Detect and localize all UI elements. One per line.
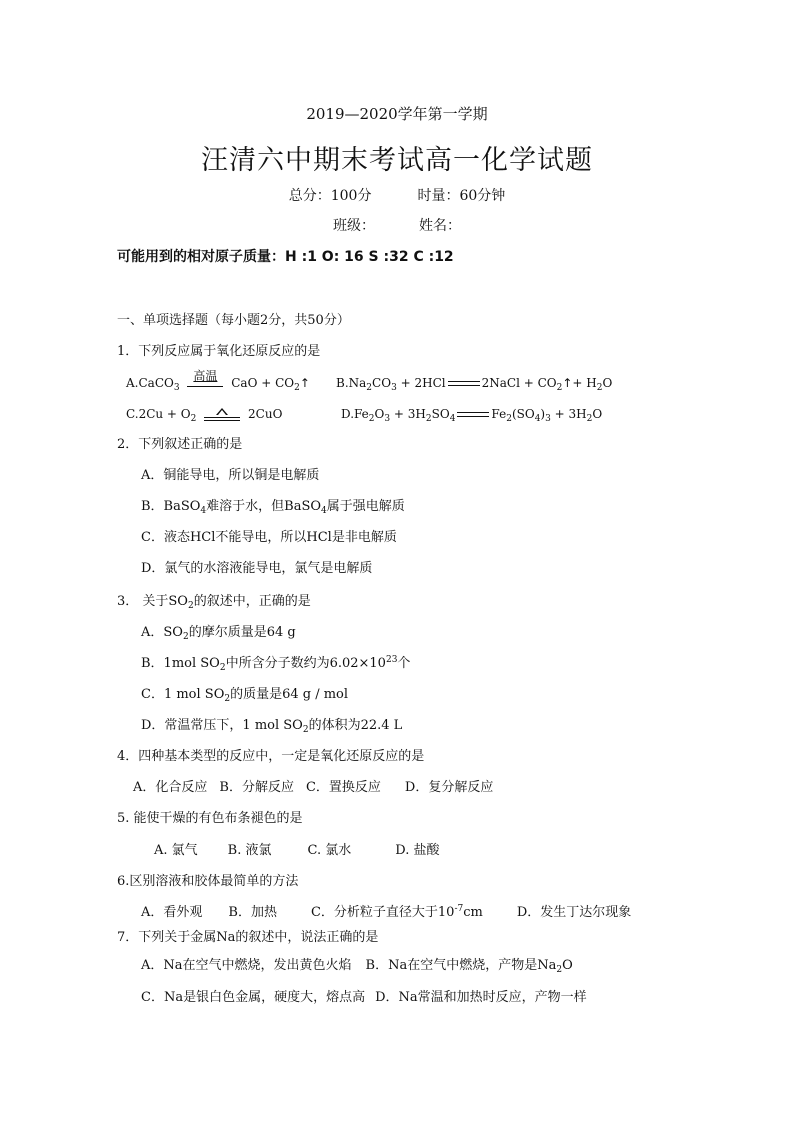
q6-option-a: A．看外观 — [141, 905, 203, 920]
q5-option-c: C. 氯水 — [307, 843, 352, 858]
q7-options-ab — [141, 956, 573, 976]
q3-option-a: A．$SO_2$的摩尔质量是64 g — [141, 625, 296, 642]
exam-info-row — [0, 186, 794, 206]
exam-year-line: 2019—2020学年第一学期 — [306, 105, 488, 123]
q5-option-a: A. 氯气 — [154, 843, 198, 858]
q6-stem: 6.区别溶液和胶体最简单的方法 — [117, 874, 299, 889]
q4-option-a: A．化合反应 — [133, 780, 208, 795]
heat-arrow-icon — [204, 407, 240, 423]
name-label: 姓名： — [419, 218, 461, 234]
q2-option-b: B．BaSO$_4$难溶于水，但BaSO$_4$属于强电解质 — [141, 499, 405, 516]
q7-option-d: D．Na常温和加热时反应，产物一样 — [375, 990, 587, 1005]
q1-option-c: $C.2Cu + O_2$ 2CuO — [126, 407, 283, 424]
section-heading: 一、单项选择题（每小题2分，共50分） — [117, 313, 350, 328]
q2-option-d: D．氯气的水溶液能导电，氯气是电解质 — [141, 561, 373, 576]
q7-option-c: C．Na是银白色金属，硬度大，熔点高 — [141, 990, 366, 1005]
q7-stem: 7．下列关于金属Na的叙述中，说法正确的是 — [117, 930, 379, 945]
q2-option-a: A．铜能导电，所以铜是电解质 — [141, 468, 320, 483]
q4-option-b: B．分解反应 — [219, 780, 294, 795]
q5-options — [154, 841, 439, 861]
q1-option-d: $D.Fe_2O_3 + 3H_2SO_4$ $Fe_2(SO_4)_3 + 3H_2O$ — [341, 407, 603, 424]
equals-sign-icon — [457, 409, 489, 421]
q3-option-d: D．常温常压下，1 mol $SO_2$的体积为22.4 L — [141, 718, 403, 735]
q6-options — [141, 903, 631, 923]
q7-option-b: B．Na在空气中燃烧，产物是$Na_2O$ — [365, 958, 573, 975]
q1-stem: 1．下列反应属于氧化还原反应的是 — [117, 344, 321, 359]
q7-option-a: A．Na在空气中燃烧，发出黄色火焰 — [141, 958, 352, 973]
q6-option-c: C．分析粒子直径大于$10^{-7}cm$ — [310, 904, 483, 920]
q3-stem: 3． 关于$SO_2$的叙述中，正确的是 — [117, 594, 311, 611]
q6-option-d: D．发生丁达尔现象 — [516, 905, 632, 920]
q1-option-b: $B.Na_2CO_3 + 2HCl$ 2NaCl + $CO_2↑+ H_2O$ — [336, 376, 613, 393]
q4-option-c: C．置换反应 — [305, 780, 381, 795]
q7-options-cd — [141, 988, 587, 1008]
q5-option-d: D. 盐酸 — [395, 843, 440, 858]
atomic-masses: 可能用到的相对原子质量：H :1 O: 16 S :32 C :12 — [117, 249, 454, 265]
q4-options — [133, 778, 493, 798]
q5-stem: 5. 能使干燥的有色布条褪色的是 — [117, 811, 303, 826]
q3-option-c: C．1 mol $SO_2$的质量是64 g / mol — [141, 687, 349, 704]
q6-option-b: B．加热 — [228, 905, 277, 920]
q2-option-c: C．液态HCl不能导电，所以HCl是非电解质 — [141, 530, 397, 545]
q1-option-a: A.CaCO$_3$ 高温 CaO + $CO_2↑$ — [126, 368, 310, 393]
class-label: 班级： — [333, 218, 375, 234]
exam-title: 汪清六中期末考试高一化学试题 — [201, 145, 593, 176]
q3-option-b: B．1mol $SO_2$中所含分子数约为$6.02\times 10^{23}$个 — [141, 655, 411, 673]
high-temp-arrow-icon: 高温 — [187, 376, 223, 392]
student-info-row — [0, 216, 794, 236]
q2-stem: 2．下列叙述正确的是 — [117, 437, 243, 452]
equals-sign-icon — [448, 378, 480, 390]
q5-option-b: B. 液氯 — [227, 843, 272, 858]
total-score: 总分：100分 — [288, 188, 372, 204]
q4-option-d: D．复分解反应 — [404, 780, 494, 795]
q4-stem: 4．四种基本类型的反应中，一定是氧化还原反应的是 — [117, 749, 425, 764]
time-limit: 时量：60分钟 — [417, 188, 506, 204]
